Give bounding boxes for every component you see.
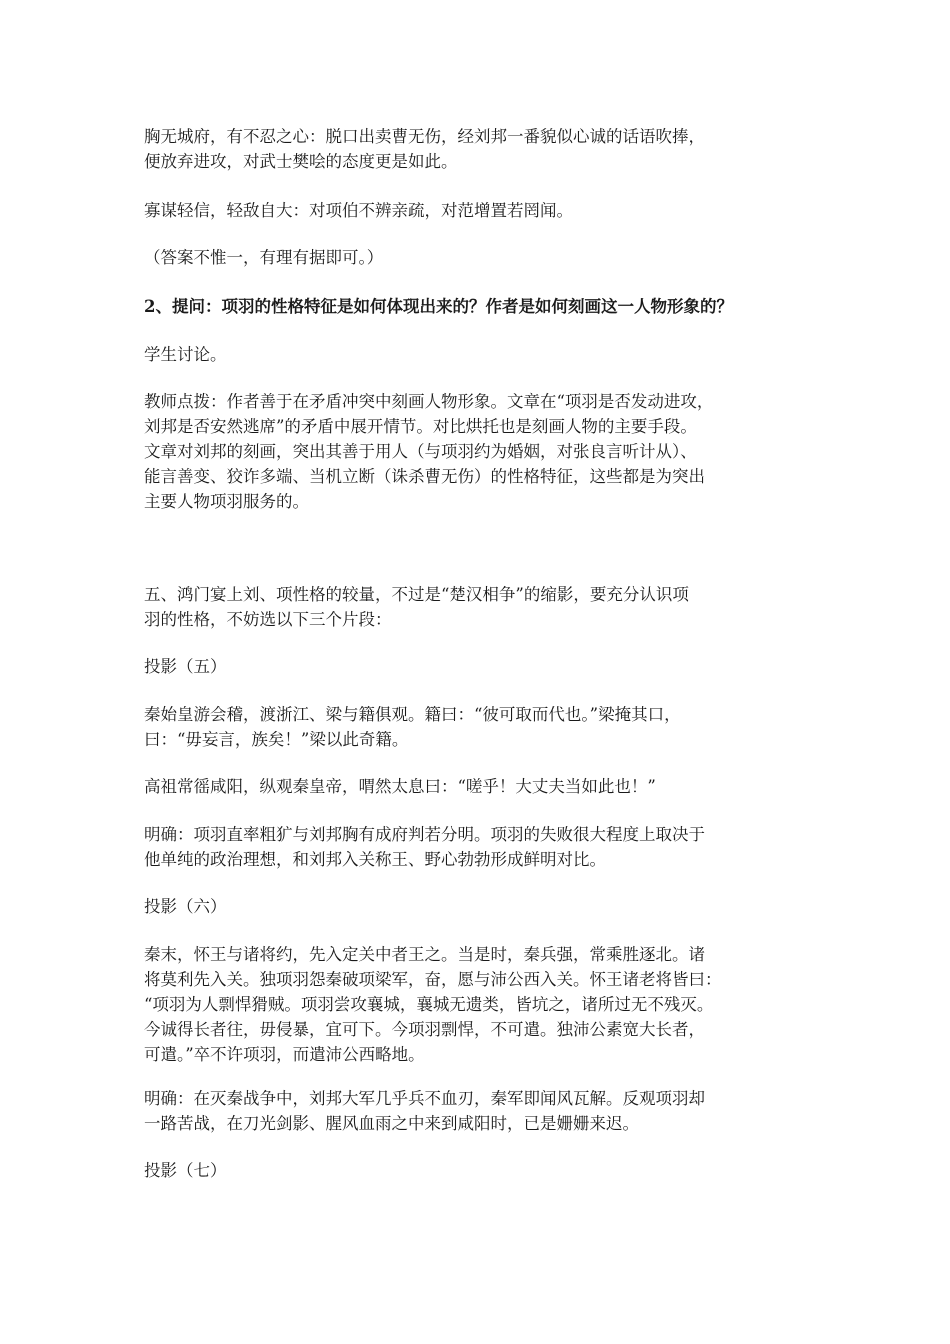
paragraph-clarification-two: 明确：在灭秦战争中，刘邦大军几乎兵不血刃，秦军即闻风瓦解。反观项羽却 一路苦战，在刀光剑影、腥风血雨之中来到咸阳时，已是姗姗来迟。 — [144, 1089, 705, 1133]
paragraph-clarification-one: 明确：项羽直率粗犷与刘邦胸有成府判若分明。项羽的失败很大程度上取决于 他单纯的政治理想，和刘邦入关称王、野心勃勃形成鲜明对比。 — [144, 825, 705, 869]
paragraph-qin-emperor-tour: 秦始皇游会稽，渡浙江、梁与籍俱观。籍曰：“彼可取而代也。”梁掩其口， 曰：“毋妄言，族矣！”梁以此奇籍。 — [144, 705, 681, 749]
projection-seven-heading: 投影（七） — [144, 1161, 227, 1180]
paragraph-student-discussion: 学生讨论。 — [144, 345, 227, 364]
projection-five-heading: 投影（五） — [144, 657, 227, 676]
paragraph-gaozu-xianyang: 高祖常徭咸阳，纵观秦皇帝，喟然太息曰：“嗟乎！大丈夫当如此也！” — [144, 777, 656, 796]
paragraph-late-qin: 秦末，怀王与诸将约，先入定关中者王之。当是时，秦兵强，常乘胜逐北。诸 将莫利先入关。独项羽怨秦破项梁军，奋，愿与沛公西入关。怀王诸老将皆曰： “项羽为人剽悍猾贼。项羽尝攻襄城，襄城无遗类，皆坑之，诸所过无不残灭。 今诚得长者往，毋侵暴，宜可下。今项羽剽悍，不可遣。独沛公素宽大长者， 可遣。”卒不许项羽，而遣沛公西略地。 — [144, 945, 722, 1064]
paragraph-trait-credulous: 寡谋轻信，轻敌自大：对项伯不辨亲疏，对范增置若罔闻。 — [144, 201, 573, 220]
paragraph-teacher-guidance: 教师点拨：作者善于在矛盾冲突中刻画人物形象。文章在“项羽是否发动进攻， 刘邦是否安然逃席”的矛盾中展开情节。对比烘托也是刻画人物的主要手段。 文章对刘邦的刻画，突出其善于用人（与项羽约为婚姻，对张良言听计从）、 能言善变、狡诈多端、当机立断（诛杀曹无伤）的性格特征，这些都是为突出 主要人物项羽服务的。 — [144, 392, 714, 511]
paragraph-section-five: 五、鸿门宴上刘、项性格的较量，不过是“楚汉相争”的缩影，要充分认识项 羽的性格，不妨选以下三个片段： — [144, 585, 689, 629]
paragraph-answer-note: （答案不惟一，有理有据即可。） — [144, 248, 384, 267]
paragraph-trait-naive: 胸无城府，有不忍之心：脱口出卖曹无伤，经刘邦一番貌似心诚的话语吹捧， 便放弃进攻，对武士樊哙的态度更是如此。 — [144, 127, 705, 171]
question-heading: 2、提问：项羽的性格特征是如何体现出来的？作者是如何刻画这一人物形象的？ — [144, 297, 733, 316]
projection-six-heading: 投影（六） — [144, 897, 227, 916]
